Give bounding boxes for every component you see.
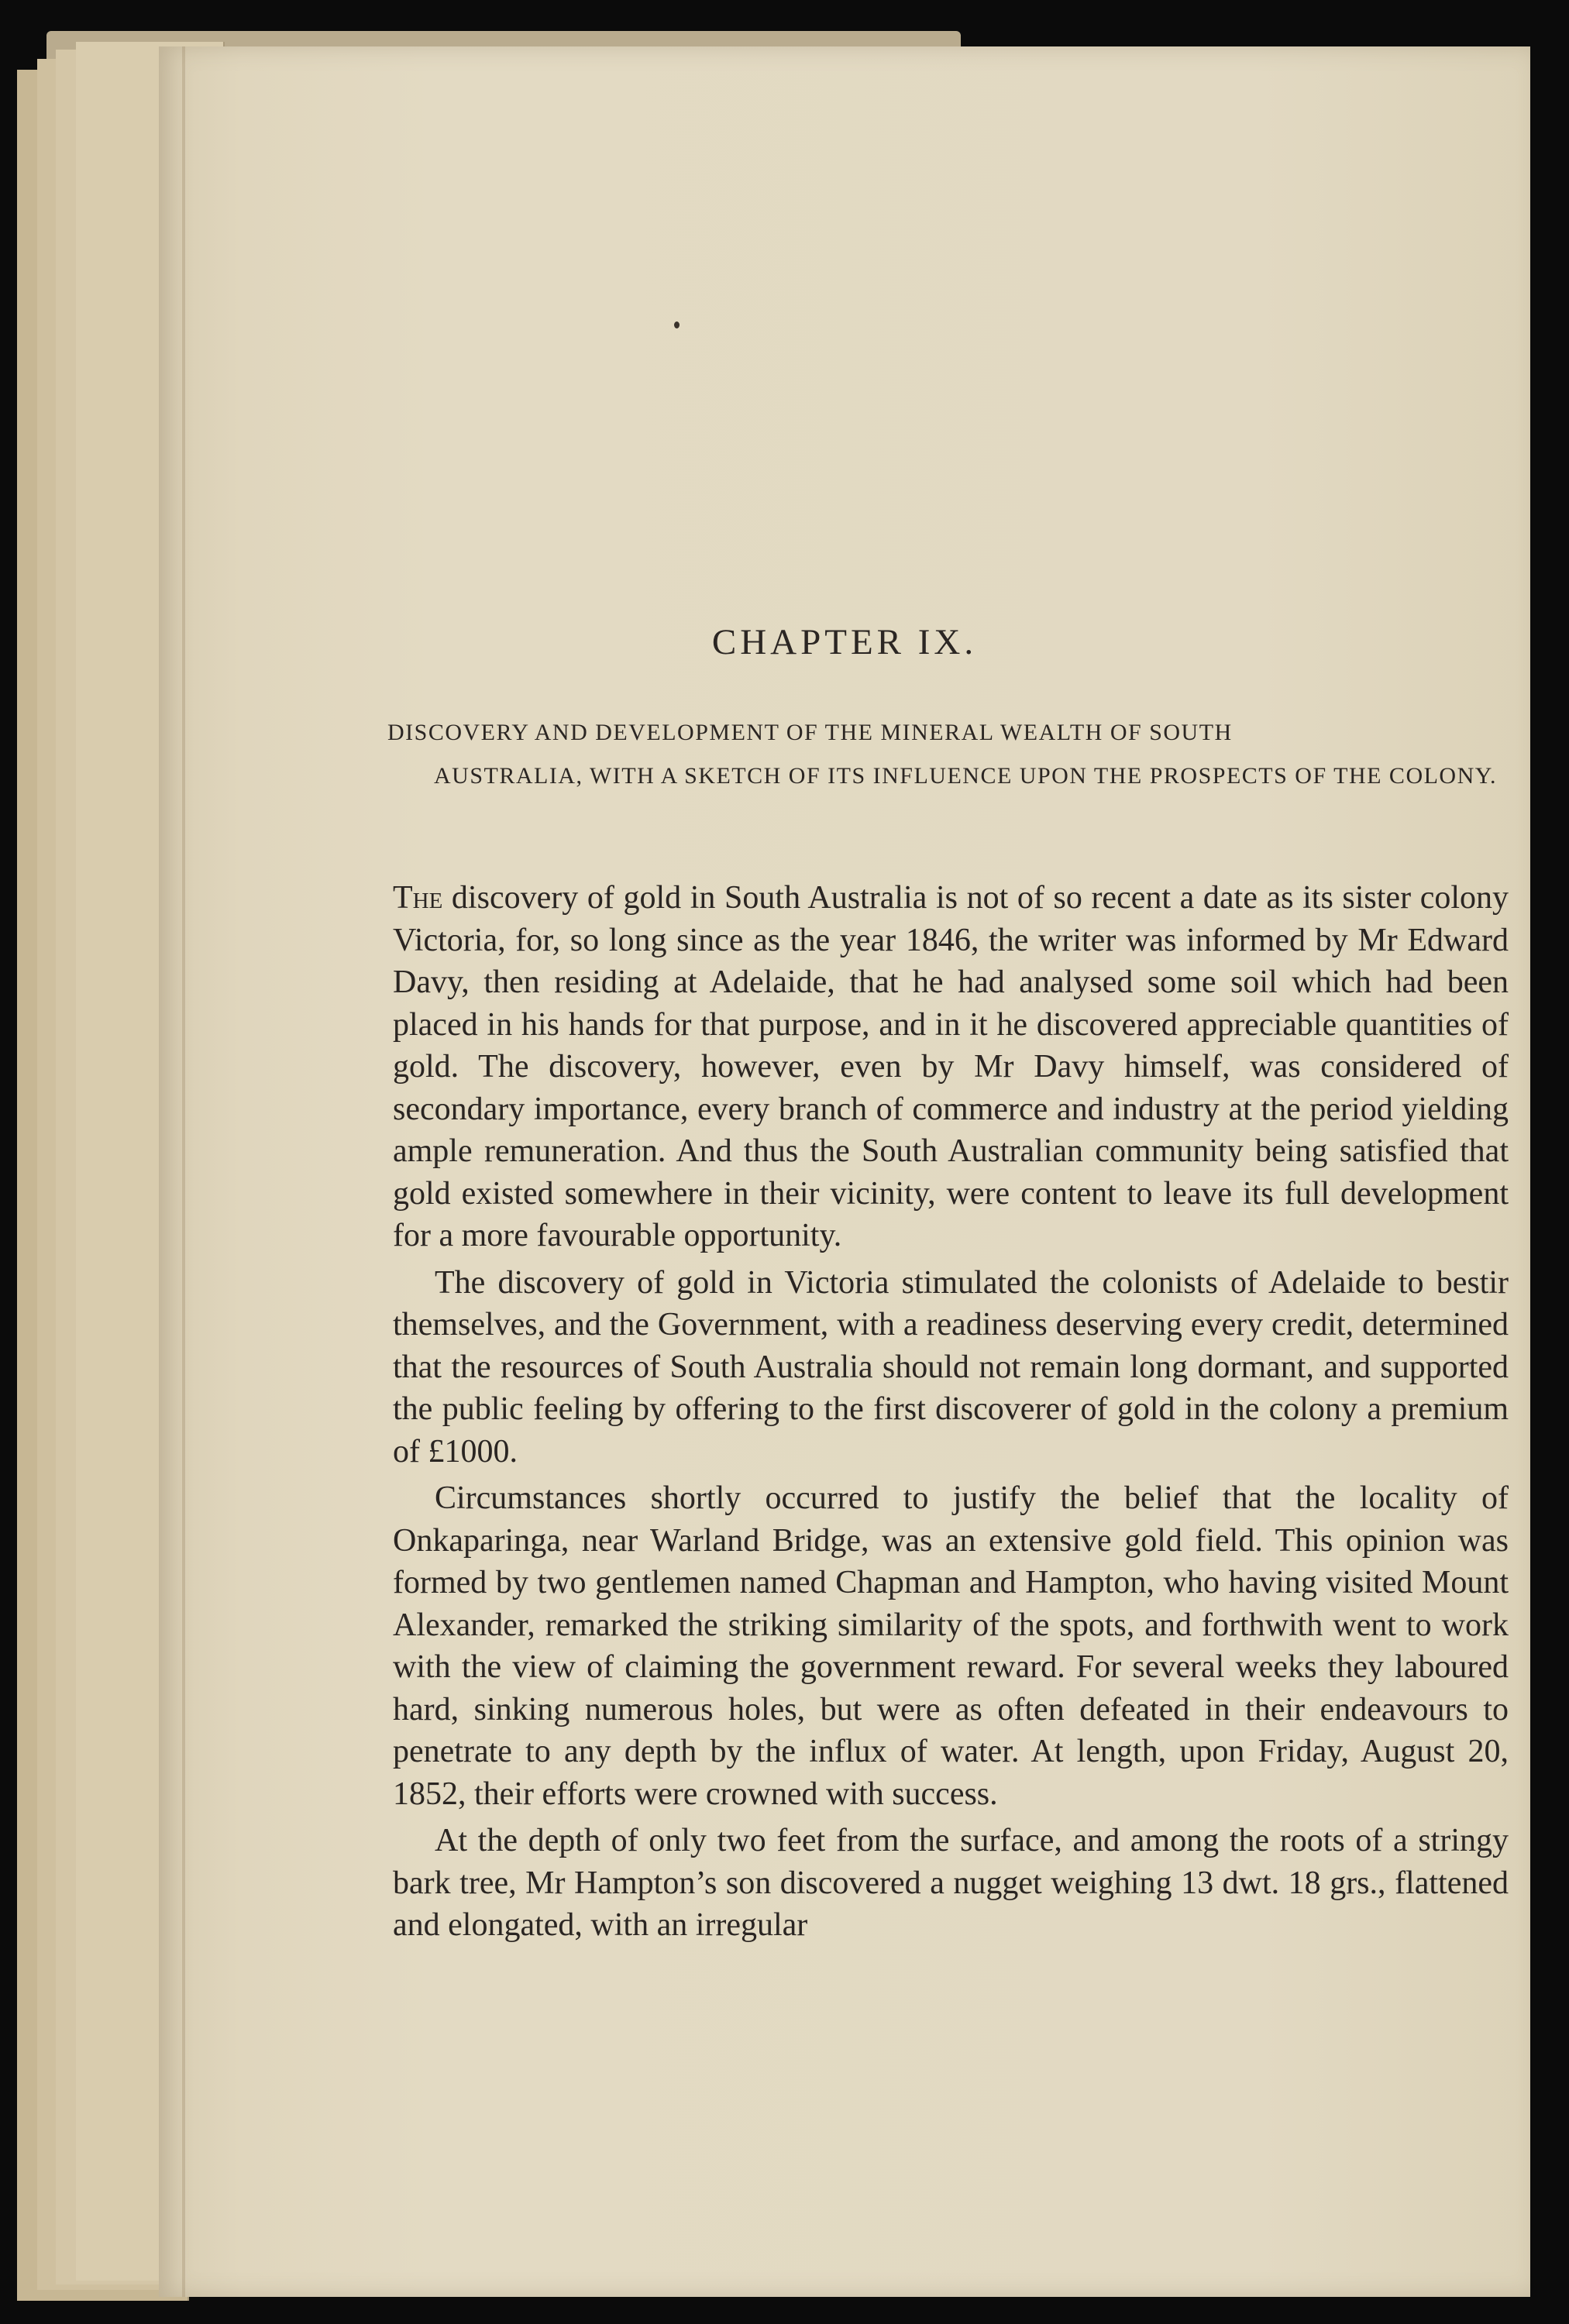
chapter-title — [387, 711, 1511, 798]
ink-speck — [674, 321, 680, 328]
paragraph-2: The discovery of gold in Victoria stimulated the colonists of Adelaide to bestir themselves, and the Government, with a readiness deserving every credit, determined that the resources of South Australia should not remain long dormant, and supported the public feeling by offering to the first discoverer of gold in the colony a premium of £1000. — [393, 1264, 1509, 1470]
body-text — [393, 877, 1509, 1951]
paragraph-3: Circumstances shortly occurred to justify the belief that the locality of Onkaparinga, near Warland Bridge, was an extensive gold field. This opinion was formed by two gentlemen named Chapman and Hampton, who having visited Mount Alexander, remarked the striking similarity of the spots, and forthwith went to work with the view of claiming the government reward. For several weeks they laboured hard, sinking numerous holes, but were as often defeated in their endeavours to penetrate to any depth by the influx of water. At length, upon Friday, August 20, 1852, their efforts were crowned with success. — [393, 1480, 1509, 1812]
paragraph-1-text: discovery of gold in South Australia is not of so recent a date as its sister colony Victoria, for, so long since as the year 1846, the writer was informed by Mr Edward Davy, then residing at Adelaide, that he had analysed some soil which had been placed in his hands for that purpose, and in it he discovered appreciable quantities of gold. The discovery, however, even by Mr Davy himself, was considered of secondary importance, every branch of commerce and industry at the period yielding ample remuneration. And thus the South Australian community being satisfied that gold existed somewhere in their vicinity, were content to leave its full development for a more favourable opportunity. — [393, 880, 1509, 1253]
chapter-title-continuation: AUSTRALIA, WITH A SKETCH OF ITS INFLUENCE UPON THE PROSPECTS OF THE COLONY. — [434, 763, 1498, 789]
chapter-title-line-1: DISCOVERY AND DEVELOPMENT OF THE MINERAL WEALTH OF SOUTH — [387, 720, 1233, 745]
paragraph-lead-word: The — [393, 880, 443, 916]
chapter-heading: CHAPTER IX. — [711, 622, 978, 662]
gutter-shadow — [182, 46, 185, 2297]
paragraph-4: At the depth of only two feet from the surface, and among the roots of a stringy bark tree, Mr Hampton’s son discovered a nugget weighing 13 dwt. 18 grs., flattened and elongated, with an irregular — [393, 1823, 1509, 1943]
paragraph-1 — [393, 877, 1509, 1257]
book-page — [159, 46, 1530, 2297]
